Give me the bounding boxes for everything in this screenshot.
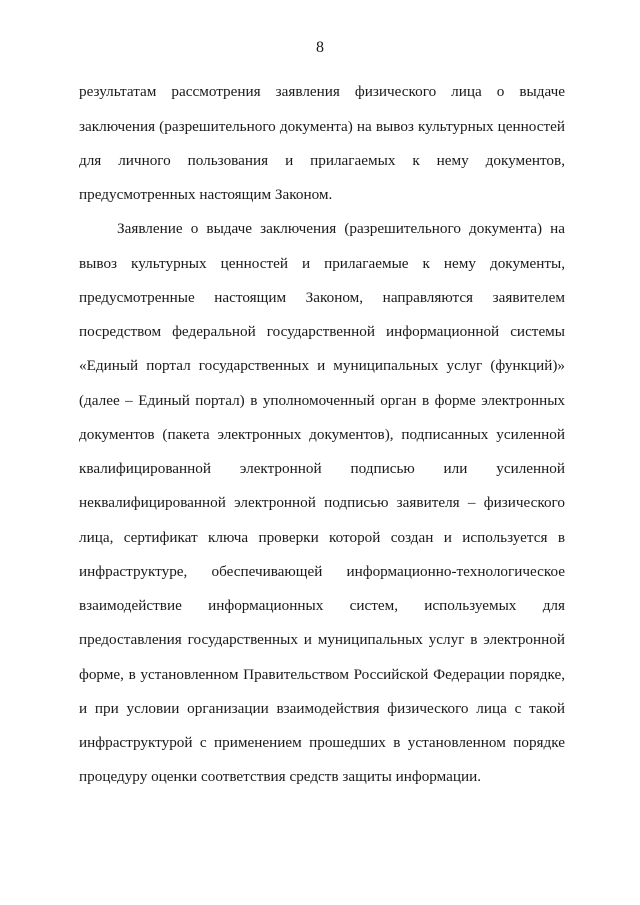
paragraph-1-line-1: результатам рассмотрения заявления физического лица о выдаче (79, 83, 565, 100)
paragraph-2-line-15: и при условии организации взаимодействия физического лица с такой (79, 700, 565, 717)
paragraph-2-line-14: форме, в установленном Правительством Российской Федерации порядке, (79, 666, 565, 683)
paragraph-2-line-5: «Единый портал государственных и муниципальных услуг (функций)» (79, 357, 565, 374)
paragraph-1-line-3: для личного пользования и прилагаемых к нему документов, (79, 152, 565, 169)
paragraph-2-line-11: инфраструктуре, обеспечивающей информационно-технологическое (79, 563, 565, 580)
paragraph-2-line-8: квалифицированной электронной подписью или усиленной (79, 460, 565, 477)
paragraph-2-line-13: предоставления государственных и муниципальных услуг в электронной (79, 631, 565, 648)
paragraph-2-line-10: лица, сертификат ключа проверки которой создан и используется в (79, 529, 565, 546)
paragraph-2-line-12: взаимодействие информационных систем, используемых для (79, 597, 565, 614)
paragraph-2-line-16: инфраструктурой с применением прошедших в установленном порядке (79, 734, 565, 751)
paragraph-1-line-2: заключения (разрешительного документа) на вывоз культурных ценностей (79, 118, 565, 135)
paragraph-1-line-4: предусмотренных настоящим Законом. (79, 186, 333, 203)
page-number: 8 (316, 39, 324, 56)
paragraph-2-line-1: Заявление о выдаче заключения (разрешительного документа) на (117, 220, 565, 237)
paragraph-2-line-3: предусмотренные настоящим Законом, направляются заявителем (79, 289, 565, 306)
paragraph-2-line-7: документов (пакета электронных документов), подписанных усиленной (79, 426, 565, 443)
paragraph-2-line-2: вывоз культурных ценностей и прилагаемые к нему документы, (79, 255, 565, 272)
paragraph-2-line-17: процедуру оценки соответствия средств защиты информации. (79, 768, 482, 785)
paragraph-2-line-9: неквалифицированной электронной подписью заявителя – физического (79, 494, 565, 511)
paragraph-2-line-6: (далее – Единый портал) в уполномоченный орган в форме электронных (79, 392, 565, 409)
paragraph-2-line-4: посредством федеральной государственной информационной системы (79, 323, 565, 340)
